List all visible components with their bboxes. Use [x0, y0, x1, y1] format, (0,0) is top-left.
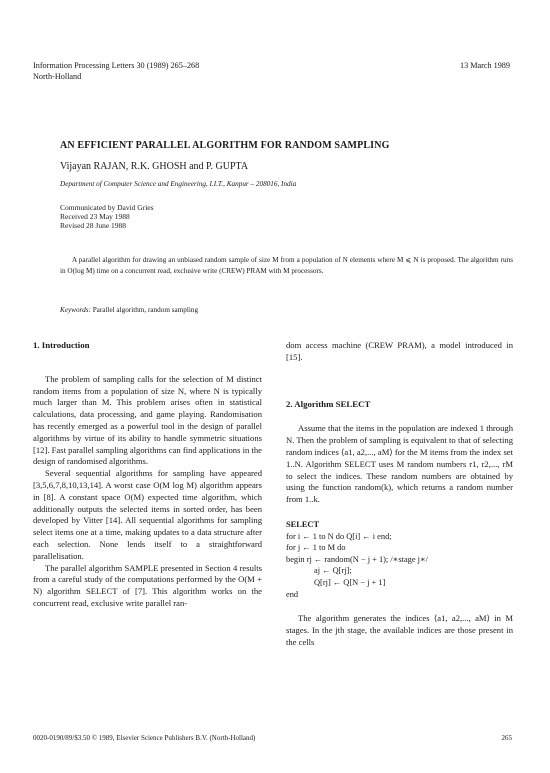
journal-header	[33, 61, 199, 82]
code-line: for i ← 1 to N do Q[i] ← i end;	[286, 531, 392, 541]
section-heading-algorithm-select: 2. Algorithm SELECT	[286, 398, 371, 409]
revised-date: Revised 28 June 1988	[60, 221, 127, 231]
right-column	[286, 340, 513, 649]
algorithm-name: SELECT	[286, 519, 320, 529]
code-line: begin rj ← random(N − j + 1); /∗stage j∗/	[286, 554, 429, 564]
code-line: end	[286, 589, 299, 599]
paragraph-continuation: dom access machine (CREW PRAM), a model introduced in [15].	[286, 340, 513, 362]
paragraph: The problem of sampling calls for the selection of M distinct random items from a population of size N, where N is typically much larger than M. This problem arises often in statistical calculations, data processing, and game playing. Randomisation has recently emerged as a powerful tool in the design of parallel algorithms by virtue of its ability to handle symmetric situations [12]. Fast parallel sampling algorithms can find applications in the design of randomised algorithms.	[33, 373, 262, 467]
paragraph: The parallel algorithm SAMPLE presented in Section 4 results from a careful study of the computations performed by the O(M + N) algorithm SELECT of [7]. This algorithm works on the concurrent read, exclusive write parallel ran-	[33, 562, 262, 608]
algorithm-listing	[286, 519, 513, 600]
left-column	[33, 340, 262, 610]
keywords-label: Keywords:	[60, 306, 91, 314]
code-line: Q[rj] ← Q[N − j + 1]	[314, 577, 386, 587]
issue-date: 13 March 1989	[459, 61, 510, 70]
copyright-footer: 0020-0190/89/$3.50 © 1989, Elsevier Science Publishers B.V. (North-Holland)	[33, 734, 256, 742]
page-number: 265	[501, 734, 512, 742]
code-line: aj ← Q[rj];	[314, 566, 352, 576]
communicated-by: Communicated by David Gries	[60, 203, 154, 212]
paragraph: Assume that the items in the population are indexed 1 through N. Then the problem of sampling is equivalent to that of selecting random indices ⟨a1, a2,..., aM⟩ for the M items from the index set 1..N. Algorithm SELECT uses M random numbers r1, r2,..., rM to select the indices. These random numbers are obtained by using the function random(k), which returns a random number from 1..k.	[286, 423, 513, 505]
keywords-text: Parallel algorithm, random sampling	[92, 306, 199, 314]
paper-title: AN EFFICIENT PARALLEL ALGORITHM FOR RANDOM SAMPLING	[60, 140, 390, 151]
publisher-name: North-Holland	[33, 71, 82, 81]
received-date: Received 23 May 1988	[60, 212, 130, 222]
keywords-line	[60, 306, 198, 314]
author-affiliation: Department of Computer Science and Engineering, I.I.T., Kanpur – 208016, India	[60, 180, 297, 188]
paragraph: Several sequential algorithms for sampling have appeared [3,5,6,7,8,10,13,14]. A worst case O(M log M) algorithm appears in [8]. A constant space O(M) expected time algorithm, which additionally outputs the selected items in sorted order, has been developed by Vitter [14]. All sequential algorithms for sampling select items one at a time, making updates to a data structure after each selection. None lends itself to a straightforward parallelisation.	[33, 468, 262, 561]
abstract: A parallel algorithm for drawing an unbiased random sample of size M from a population of N elements where M ⩽ N is proposed. The algorithm runs in O(log M) time on a concurrent read, exclusive write (CREW) PRAM with M processors.	[60, 256, 513, 275]
paragraph: The algorithm generates the indices ⟨a1, a2,..., aM⟩ in M stages. In the jth stage, the available indices are those present in the cells	[286, 613, 513, 647]
code-line: for j ← 1 to M do	[286, 543, 346, 553]
section-heading-introduction: 1. Introduction	[33, 340, 90, 350]
journal-citation: Information Processing Letters 30 (1989) 265–268	[33, 61, 200, 70]
submission-dates	[60, 203, 154, 231]
author-list: Vijayan RAJAN, R.K. GHOSH and P. GUPTA	[60, 161, 249, 172]
